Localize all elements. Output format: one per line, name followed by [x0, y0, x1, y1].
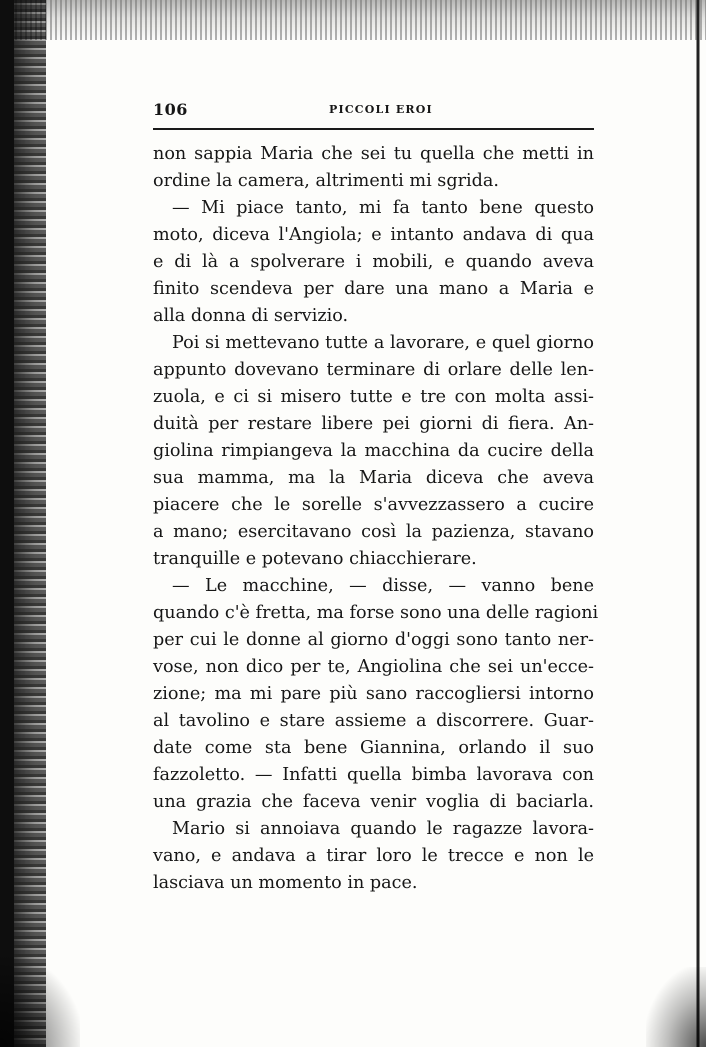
text-line: fazzoletto. — Infatti quella bimba lavorava con: [153, 765, 594, 785]
scan-edge-top: [0, 0, 706, 40]
text-line: zione; ma mi pare più sano raccogliersi intorno: [153, 684, 594, 704]
text-line: quando c'è fretta, ma forse sono una delle ragioni: [153, 603, 599, 623]
text-line: zuola, e ci si misero tutte e tre con molta assi-: [153, 387, 594, 407]
scan-corner-bottom-right: [646, 967, 706, 1047]
text-line: giolina rimpiangeva la macchina da cucire della: [153, 441, 594, 461]
text-line: vano, e andava a tirar loro le trecce e non le: [153, 846, 594, 866]
header-rule: [153, 128, 594, 130]
text-line: moto, diceva l'Angiola; e intanto andava di qua: [153, 225, 594, 245]
scan-corner-bottom-left: [0, 957, 80, 1047]
text-line: sua mamma, ma la Maria diceva che aveva: [153, 468, 594, 488]
text-line: vose, non dico per te, Angiolina che sei un'ecce-: [153, 657, 594, 677]
text-line: Mario si annoiava quando le ragazze lavora-: [172, 819, 594, 839]
text-line: ordine la camera, altrimenti mi sgrida.: [153, 171, 499, 191]
text-line: — Le macchine, — disse, — vanno bene: [172, 576, 594, 596]
text-line: non sappia Maria che sei tu quella che metti in: [153, 144, 594, 164]
text-line: e di là a spolverare i mobili, e quando aveva: [153, 252, 594, 272]
scan-edge-left-dark: [0, 0, 14, 1047]
text-line: finito scendeva per dare una mano a Maria e: [153, 279, 594, 299]
text-line: Poi si mettevano tutte a lavorare, e quel giorno: [172, 333, 594, 353]
text-line: appunto dovevano terminare di orlare delle len-: [153, 360, 594, 380]
text-line: una grazia che faceva venir voglia di baciarla.: [153, 792, 594, 812]
text-line: a mano; esercitavano così la pazienza, stavano: [153, 522, 594, 542]
text-line: tranquille e potevano chiacchierare.: [153, 549, 477, 569]
text-line: date come sta bene Giannina, orlando il suo: [153, 738, 594, 758]
text-line: alla donna di servizio.: [153, 306, 349, 326]
text-line: duità per restare libere pei giorni di fiera. An-: [153, 414, 594, 434]
running-title: PICCOLI EROI: [329, 103, 433, 116]
running-header: [153, 100, 594, 124]
body-text: [153, 141, 599, 897]
text-line: — Mi piace tanto, mi fa tanto bene questo: [172, 198, 594, 218]
text-line: lasciava un momento in pace.: [153, 873, 418, 893]
page-number: 106: [153, 100, 188, 119]
text-line: al tavolino e stare assieme a discorrere. Guar-: [153, 711, 594, 731]
scan-edge-right: [684, 0, 706, 1047]
text-line: per cui le donne al giorno d'oggi sono tanto ner-: [153, 630, 594, 650]
text-line: piacere che le sorelle s'avvezzassero a cucire: [153, 495, 594, 515]
